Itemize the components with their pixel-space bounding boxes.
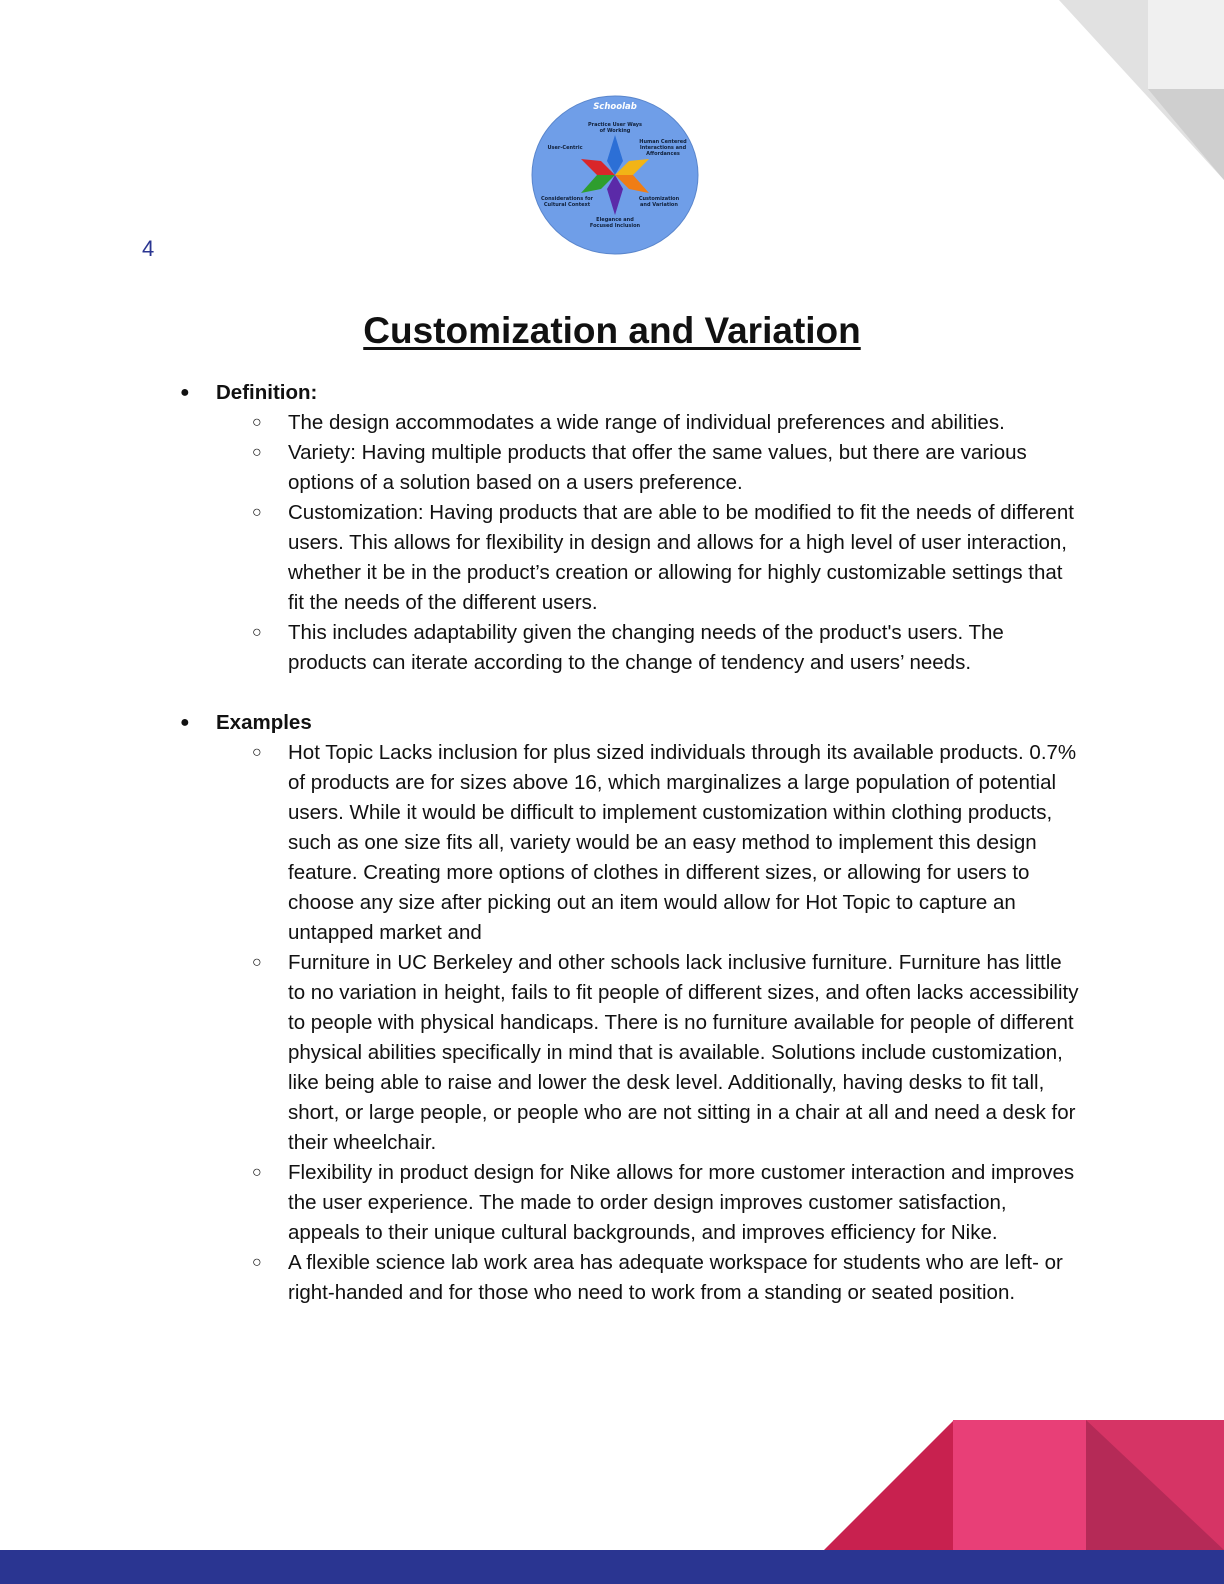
logo-label: Considerations for <box>540 196 594 202</box>
logo-label: Cultural Context <box>543 202 591 208</box>
logo-label: Affordances <box>646 151 680 157</box>
document-body <box>180 378 1080 1338</box>
examples-section <box>180 708 1080 1308</box>
logo-label: Practice User Ways <box>587 122 643 128</box>
logo-label: Elegance and <box>596 217 634 223</box>
list-item: ○ This includes adaptability given the changing needs of the product's users. The products can iterate according to the change of tendency and users’ needs. <box>288 618 1080 678</box>
logo-label: Focused Inclusion <box>589 223 641 229</box>
list-item: ○ Customization: Having products that are able to be modified to fit the needs of different users. This allows for flexibility in design and allows for a high level of user interaction, whether it be in the product’s creation or allowing for highly customizable settings that fit the needs of the different users. <box>288 498 1080 618</box>
corner-decoration-bottom <box>824 1420 1224 1550</box>
list-item: ○ Furniture in UC Berkeley and other schools lack inclusive furniture. Furniture has little to no variation in height, fails to fit people of different sizes, and often lacks accessibility to people with physical handicaps. There is no furniture available for people of different physical abilities specifically in mind that is available. Solutions include customization, like being able to raise and lower the desk level. Additionally, having desks to fit tall, short, or large people, or people who are not sitting in a chair at all and need a desk for their wheelchair. <box>288 948 1080 1158</box>
list-item: ○ Hot Topic Lacks inclusion for plus sized individuals through its available products. 0.7% of products are for sizes above 16, which marginalizes a large population of potential users. While it would be difficult to implement customization within clothing products, such as one size fits all, variety would be an easy method to implement this design feature. Creating more options of clothes in different sizes, or allowing for users to choose any size after picking out an item would allow for Hot Topic to capture an untapped market and <box>288 738 1080 948</box>
page-title: Customization and Variation <box>363 310 861 351</box>
corner-decoration-top <box>1024 0 1224 180</box>
list-item: ○ The design accommodates a wide range of individual preferences and abilities. <box>288 408 1080 438</box>
logo-title: Schoolab <box>593 102 637 112</box>
section-heading: ● Examples <box>180 708 1080 738</box>
logo-label: Interactions and <box>639 145 687 151</box>
list-item: ○ A flexible science lab work area has adequate workspace for students who are left- or right-handed and for those who need to work from a standing or seated position. <box>288 1248 1080 1308</box>
list-item: ○ Flexibility in product design for Nike allows for more customer interaction and improves the user experience. The made to order design improves customer satisfaction, appeals to their unique cultural backgrounds, and improves efficiency for Nike. <box>288 1158 1080 1248</box>
definition-section <box>180 378 1080 678</box>
logo-label: and Variation <box>640 202 678 208</box>
logo-label: Customization <box>638 196 680 202</box>
logo-label: User-Centric <box>547 145 583 151</box>
logo-label: Human Centered <box>639 139 687 145</box>
footer-bar <box>0 1550 1224 1584</box>
section-heading: ● Definition: <box>180 378 1080 408</box>
page-number: 4 <box>142 236 155 261</box>
schoolab-logo <box>531 95 699 255</box>
logo-label: of Working <box>599 128 631 134</box>
list-item: ○ Variety: Having multiple products that offer the same values, but there are various options of a solution based on a users preference. <box>288 438 1080 498</box>
